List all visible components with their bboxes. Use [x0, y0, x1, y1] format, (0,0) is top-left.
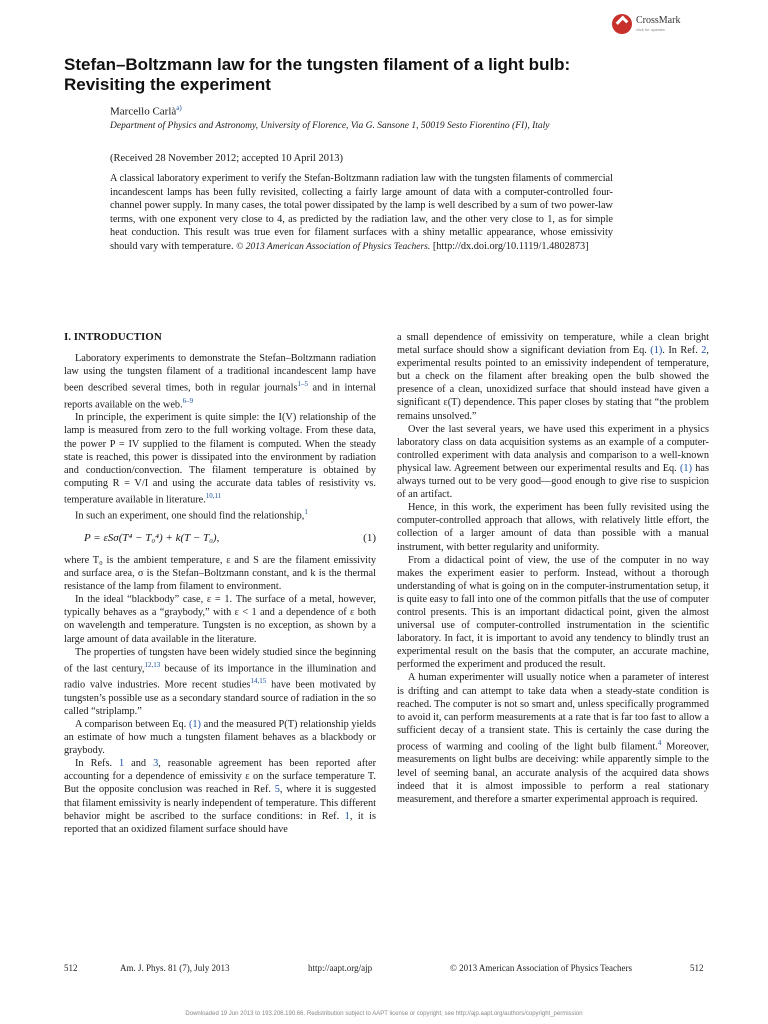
crossmark-badge[interactable]	[612, 14, 680, 34]
paragraph: Laboratory experiments to demonstrate the Stefan–Boltzmann radiation law using the tungsten filament of a traditional incandescent lamp have been described several times, both in regular journals$^{1-5}$ and in internal reports available on the web.$^{6-9}$	[64, 353, 376, 411]
paragraph: a small dependence of emissivity on temperature, while a clean bright metal surface should show a significant deviation from Eq. (1). In Ref. 2, experimental results pointed to an emissivity independent of temperature, but a check on the filament after breaking open the bulb showed the presence of a clean, unoxidized surface that should instead have given a significant ε(T) dependence. This paper closes by stating that “the problem remains unsolved.”	[397, 332, 709, 422]
paragraph: In the ideal “blackbody” case, ε = 1. The surface of a metal, however, typically behaves as a “graybody,” with ε < 1 and a dependence of ε both on wavelength and temperature. Tungsten is no exception, as shown by a large amount of data available in the literature.	[64, 594, 376, 645]
crossmark-subtitle: click for updates	[636, 27, 665, 32]
paragraph: The properties of tungsten have been widely studied since the beginning of the last century,$^{12,13}$ because of its importance in the illumination and radio valve industries. More recent studies$^{14,15}$ have been motivated by tungsten’s possible use as a secondary standard source of radiation in the so called “striplamp.”	[64, 646, 377, 717]
paragraph: where T₀ is the ambient temperature, ε and S are the filament emissivity and surface area, σ is the Stefan–Boltzmann constant, and k is the thermal resistance of the lamp from filament to environment.	[64, 555, 376, 593]
equation-number: (1)	[363, 531, 376, 544]
page-number-left: 512	[64, 963, 78, 973]
crossmark-title: CrossMark	[636, 15, 681, 26]
footer-copyright: © 2013 American Association of Physics Teachers	[450, 963, 633, 973]
paragraph: From a didactical point of view, the use of the computer in no way makes the experiment easier to perform. Instead, without a thorough understanding of what is going on in the computer-instrumentation setup, it is quite easy to fall into one of the common pitfalls that the use of computer control presents. This is an important didactical point, given the almost universal use of computer-controlled instrumentation in the scientific laboratory. In fact, it is important to avoid any tendency to blindly trust an experimental result on the basis that the computer, an accurate machine, performed the experiment and produced the result.	[397, 554, 709, 671]
abstract-copyright: © 2013 American Association of Physics Teachers.	[236, 241, 431, 252]
equation-body: P = εSσ(T⁴ − T₀⁴) + k(T − T₀),	[84, 531, 220, 544]
page-footer	[64, 963, 707, 977]
citation-link[interactable]: 1–5	[297, 380, 308, 389]
citation-link[interactable]: 4	[657, 738, 662, 747]
citation-link[interactable]: 5	[274, 784, 280, 796]
citation-link[interactable]: 12,13	[144, 660, 161, 669]
citation-link[interactable]: 1	[119, 758, 125, 770]
journal-citation: Am. J. Phys. 81 (7), July 2013	[120, 963, 230, 973]
equation-1	[84, 532, 376, 545]
citation-link[interactable]: 1	[304, 508, 308, 517]
equation-link[interactable]: (1)	[680, 462, 693, 474]
paragraph: In such an experiment, one should find the relationship,$^1$	[75, 508, 308, 522]
paragraph: Over the last several years, we have used this experiment in a physics laboratory class on data acquisition systems as an example of a computer-controlled experiment with data analysis and comparison to a well-known physical law. Agreement between our experimental results and Eq. (1) has always turned out to be very good—good enough to give rise to suspicion of an artifact.	[397, 423, 709, 501]
download-notice: Downloaded 19 Jun 2013 to 193.206.190.66. Redistribution subject to AAPT license or copyright; see http://ajp.aapt.org/authors/copyright_permission	[185, 1011, 583, 1017]
author-line	[110, 104, 182, 118]
citation-link[interactable]: 6–9	[182, 396, 194, 405]
left-column	[64, 331, 376, 836]
equation-link[interactable]: (1)	[188, 718, 201, 730]
paragraph: A human experimenter will usually notice when a parameter of interest is drifting and can attempt to take data when a steady-state condition is reached. The computer is not so smart and, unless specifically programmed to avoid it, can perform measurements at a rate that is far too fast to allow a sufficient decay of a transient state. This is certainly the case during the process of warming and cooling of the light bulb filament.$^4$ Moreover, measurements on light bulbs are deceiving: while apparently simple to the level of seeming banal, an accurate analysis of the acquired data shows indeed that it is almost impossible to perform a real stationary measurement, and therefore a smarter experimental approach is required.	[397, 672, 709, 805]
author-affiliation-mark[interactable]: a)	[176, 104, 182, 112]
equation-link[interactable]: (1)	[650, 345, 663, 357]
page-number-right: 512	[690, 963, 704, 973]
right-column	[397, 331, 709, 806]
citation-link[interactable]: 3	[153, 758, 159, 770]
affiliation: Department of Physics and Astronomy, University of Florence, Via G. Sansone 1, 50019 Sesto Fiorentino (FI), Italy	[110, 121, 550, 131]
received-dates: (Received 28 November 2012; accepted 10 April 2013)	[110, 153, 343, 164]
paragraph: In principle, the experiment is quite simple: the I(V) relationship of the lamp is measured from zero to the full working voltage. From these data, the power P = IV supplied to the filament is computed. When the steady state is reached, this power is dissipated into the environment by radiation and conduction/convection. The filament temperature is obtained by computing R = V/I and using the accurate data tables of resistivity vs. temperature available in literature.$^{10,11}$	[64, 412, 376, 506]
abstract-text: A classical laboratory experiment to verify the Stefan-Boltzmann radiation law with the tungsten filaments of commercial incandescent lamps has been fully revisited, collecting a fairly large amount of data with a computer-controlled four-channel power supply. In many cases, the total power dissipated by the lamp is well described by a sum of two power-law terms, with one exponent very close to 4, as predicted by the radiation law, and the other very close to 1, as for simple heat conduction. This result was true even for filament surfaces with a shiny metallic appearance, whose emissivity should vary with temperature.	[110, 173, 613, 252]
paragraph: Hence, in this work, the experiment has been fully revisited using the computer-controlled approach that allows, with relatively little effort, the collection of a larger amount of data than possible with a manual instrument, with better regularity and uniformity.	[397, 502, 709, 553]
paragraph: In Refs. 1 and 3, reasonable agreement has been reported after accounting for a dependence of emissivity ε on the surface temperature T. But the opposite conclusion was reached in Ref. 5, where it is suggested that filament emissivity is nearly independent of temperature. This different behavior might be ascribed to the surface conditions: in Ref. 1, it is reported that an oxidized filament surface should have	[64, 758, 377, 835]
article-title: Stefan–Boltzmann law for the tungsten filament of a light bulb: Revisiting the experiment	[64, 55, 571, 94]
crossmark-icon	[612, 14, 632, 34]
abstract-doi[interactable]: [http://dx.doi.org/10.1119/1.4802873]	[432, 240, 589, 252]
abstract	[110, 172, 613, 254]
paragraph: A comparison between Eq. (1) and the measured P(T) relationship yields an estimate of how much a tungsten filament behaves as a blackbody or graybody.	[64, 718, 376, 757]
citation-link[interactable]: 1	[344, 810, 350, 822]
citation-link[interactable]: 2	[701, 345, 707, 357]
citation-link[interactable]: 10,11	[205, 491, 222, 500]
journal-url[interactable]: http://aapt.org/ajp	[308, 963, 373, 973]
section-heading: I. INTRODUCTION	[64, 331, 162, 343]
author-name: Marcello Carlà	[110, 105, 177, 118]
citation-link[interactable]: 14,15	[250, 677, 267, 686]
